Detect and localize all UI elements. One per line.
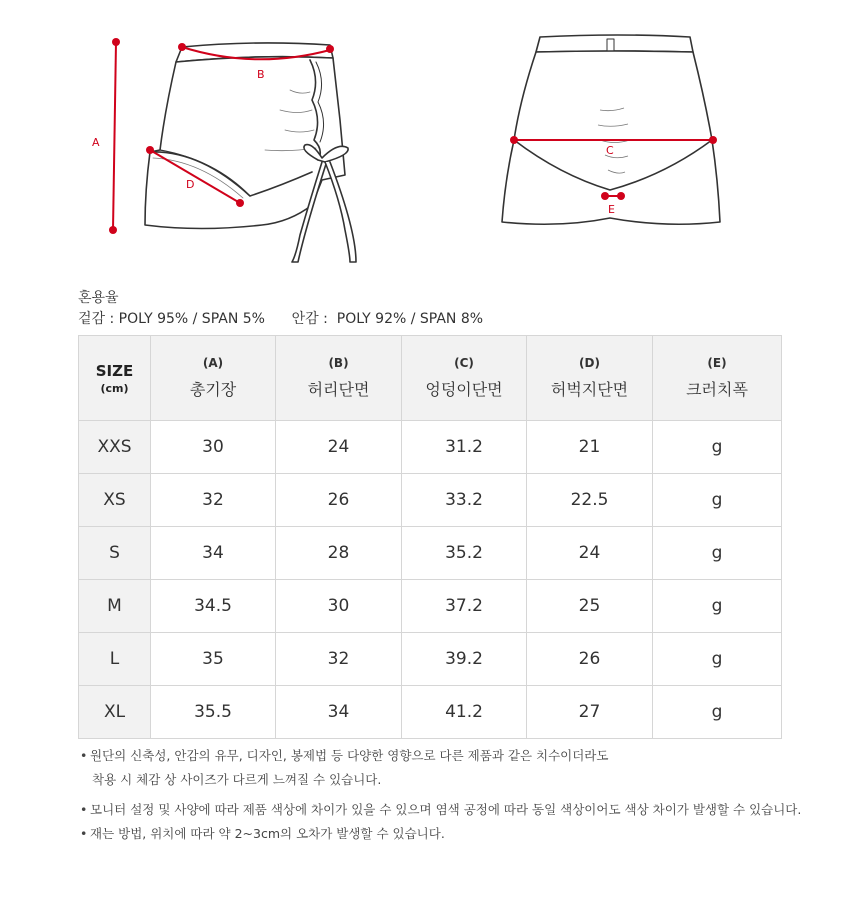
note-text: 원단의 신축성, 안감의 유무, 디자인, 봉제법 등 다양한 영향으로 다른 제품과 같은 치수이더라도: [90, 748, 609, 763]
header-letter: (D): [579, 356, 600, 370]
material-lining: 안감 : POLY 92% / SPAN 8%: [291, 311, 484, 327]
header-label: 허리단면: [307, 380, 370, 399]
cell-d: 26: [527, 633, 653, 686]
header-label: 크러치폭: [686, 380, 748, 399]
cell-e: g: [653, 633, 782, 686]
table-row: [79, 686, 782, 739]
table-row: [79, 527, 782, 580]
header-c: [402, 336, 527, 421]
cell-a: 34: [151, 527, 276, 580]
header-letter: (B): [328, 356, 349, 370]
label-b: B: [257, 68, 265, 81]
header-b: [276, 336, 402, 421]
cell-c: 31.2: [402, 421, 527, 474]
unit-label: (cm): [100, 381, 129, 395]
table-row: [79, 421, 782, 474]
cell-e: g: [653, 474, 782, 527]
note-tolerance: [80, 824, 445, 842]
header-e: [653, 336, 782, 421]
cell-c: 35.2: [402, 527, 527, 580]
cell-b: 28: [276, 527, 402, 580]
cell-a: 34.5: [151, 580, 276, 633]
cell-e: g: [653, 686, 782, 739]
table-row: [79, 580, 782, 633]
cell-b: 32: [276, 633, 402, 686]
header-label: 총기장: [189, 380, 237, 399]
cell-d: 22.5: [527, 474, 653, 527]
label-c: C: [606, 144, 614, 157]
size-cell: S: [79, 527, 151, 580]
cell-e: g: [653, 580, 782, 633]
material-composition: [78, 308, 483, 328]
label-a: A: [92, 136, 100, 149]
header-letter: (E): [707, 356, 727, 370]
header-a: [151, 336, 276, 421]
front-view-skirt: [145, 43, 356, 262]
header-label: 허벅지단면: [550, 380, 629, 399]
note-text: 모니터 설정 및 사양에 따라 제품 색상에 차이가 있을 수 있으며 염색 공정에 따라 동일 색상이어도 색상 차이가 발생할 수 있습니다.: [90, 802, 802, 817]
header-letter: (A): [202, 356, 224, 370]
cell-e: g: [653, 421, 782, 474]
size-cell: XXS: [79, 421, 151, 474]
material-title: 혼용율: [78, 290, 119, 306]
cell-d: 27: [527, 686, 653, 739]
bullet: •: [80, 826, 88, 841]
cell-d: 21: [527, 421, 653, 474]
cell-e: g: [653, 527, 782, 580]
size-table-header: [79, 336, 782, 421]
size-cell: M: [79, 580, 151, 633]
table-row: [79, 633, 782, 686]
size-cell: XL: [79, 686, 151, 739]
header-letter: (C): [454, 356, 474, 370]
cell-a: 30: [151, 421, 276, 474]
bullet: •: [80, 748, 88, 763]
size-diagrams: [0, 0, 860, 275]
size-table: [78, 335, 782, 739]
size-label: SIZE: [95, 361, 134, 380]
cell-c: 33.2: [402, 474, 527, 527]
size-cell: XS: [79, 474, 151, 527]
size-cell: L: [79, 633, 151, 686]
header-size: [79, 336, 151, 421]
label-d: D: [186, 178, 195, 191]
cell-a: 35: [151, 633, 276, 686]
cell-c: 39.2: [402, 633, 527, 686]
cell-b: 26: [276, 474, 402, 527]
header-d: [527, 336, 653, 421]
cell-b: 24: [276, 421, 402, 474]
cell-a: 35.5: [151, 686, 276, 739]
cell-c: 37.2: [402, 580, 527, 633]
note-fabric-cont: 착용 시 체감 상 사이즈가 다르게 느껴질 수 있습니다.: [92, 772, 382, 787]
note-color: [80, 800, 801, 818]
cell-a: 32: [151, 474, 276, 527]
table-row: [79, 474, 782, 527]
cell-b: 30: [276, 580, 402, 633]
note-text: 재는 방법, 위치에 따라 약 2~3cm의 오차가 발생할 수 있습니다.: [90, 826, 445, 841]
bullet: •: [80, 802, 88, 817]
cell-b: 34: [276, 686, 402, 739]
cell-c: 41.2: [402, 686, 527, 739]
note-fabric: [80, 746, 608, 764]
cell-d: 24: [527, 527, 653, 580]
label-e: E: [608, 203, 615, 216]
material-outer: 겉감 : POLY 95% / SPAN 5%: [78, 311, 265, 327]
cell-d: 25: [527, 580, 653, 633]
header-label: 엉덩이단면: [425, 380, 503, 399]
